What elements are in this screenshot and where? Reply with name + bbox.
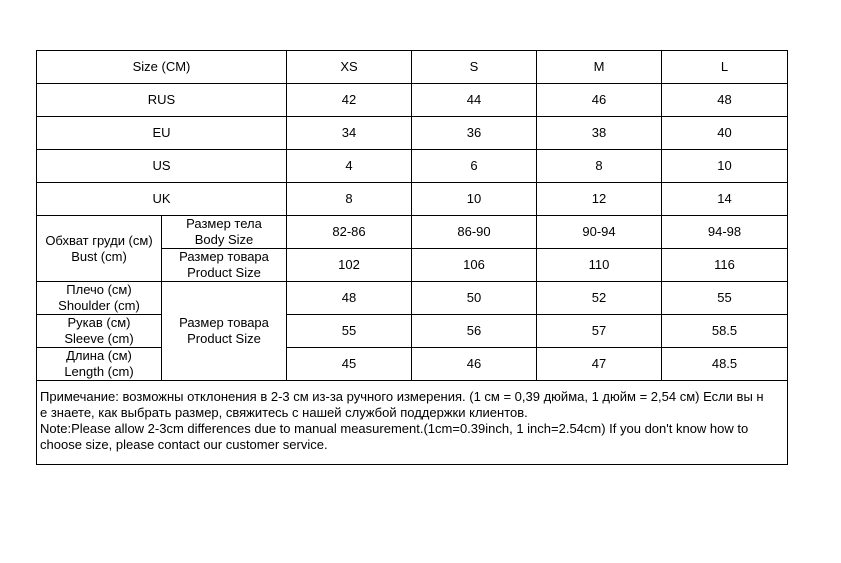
value-cell: 8: [537, 150, 662, 183]
note-line-en-1: Note:Please allow 2-3cm differences due to manual measurement.(1cm=0.39inch, 1 inch=2.54cm) If you don't know how to: [40, 421, 749, 436]
value-cell: 44: [412, 84, 537, 117]
value-cell: 6: [412, 150, 537, 183]
sleeve-label-en: Sleeve (cm): [64, 331, 134, 346]
shoulder-label: [37, 282, 162, 315]
row-uk: [37, 183, 788, 216]
value-cell: 90-94: [537, 216, 662, 249]
shoulder-label-ru: Плечо (см): [66, 282, 132, 297]
value-cell: 110: [537, 249, 662, 282]
value-cell: 56: [412, 315, 537, 348]
value-cell: 34: [287, 117, 412, 150]
value-cell: 58.5: [662, 315, 788, 348]
value-cell: 14: [662, 183, 788, 216]
value-cell: 106: [412, 249, 537, 282]
row-label: US: [37, 150, 287, 183]
shoulder-label-en: Shoulder (cm): [58, 298, 140, 313]
header-size-l: L: [662, 51, 788, 84]
note-line-ru-2: е знаете, как выбрать размер, свяжитесь с нашей службой поддержки клиентов.: [40, 405, 528, 420]
note-line-en-2: choose size, please contact our customer service.: [40, 437, 328, 452]
value-cell: 82-86: [287, 216, 412, 249]
value-cell: 10: [662, 150, 788, 183]
value-cell: 50: [412, 282, 537, 315]
row-length: [37, 348, 788, 381]
value-cell: 48: [287, 282, 412, 315]
product-size-label: [162, 249, 287, 282]
length-label-en: Length (cm): [64, 364, 134, 379]
sleeve-label: [37, 315, 162, 348]
value-cell: 38: [537, 117, 662, 150]
header-size-xs: XS: [287, 51, 412, 84]
value-cell: 4: [287, 150, 412, 183]
size-chart-table: [36, 50, 788, 465]
body-size-label: [162, 216, 287, 249]
value-cell: 48.5: [662, 348, 788, 381]
product-size-label-en: Product Size: [187, 265, 261, 280]
value-cell: 86-90: [412, 216, 537, 249]
value-cell: 36: [412, 117, 537, 150]
product-size-group-en: Product Size: [187, 331, 261, 346]
value-cell: 94-98: [662, 216, 788, 249]
note-line-ru-1: Примечание: возможны отклонения в 2-3 см из-за ручного измерения. (1 см = 0,39 дюйма, 1 дюйм = 2,54 см) Если вы н: [40, 389, 764, 404]
value-cell: 116: [662, 249, 788, 282]
row-eu: [37, 117, 788, 150]
value-cell: 8: [287, 183, 412, 216]
value-cell: 55: [287, 315, 412, 348]
value-cell: 42: [287, 84, 412, 117]
value-cell: 12: [537, 183, 662, 216]
value-cell: 57: [537, 315, 662, 348]
bust-label-en: Bust (cm): [71, 248, 127, 264]
row-sleeve: [37, 315, 788, 348]
note-row: [37, 381, 788, 465]
row-label: EU: [37, 117, 287, 150]
row-rus: [37, 84, 788, 117]
length-label-ru: Длина (см): [66, 348, 132, 363]
product-size-group-ru: Размер товара: [179, 315, 269, 330]
value-cell: 40: [662, 117, 788, 150]
row-bust-body: [37, 216, 788, 249]
sleeve-label-ru: Рукав (см): [67, 315, 131, 330]
bust-label: [37, 216, 162, 282]
length-label: [37, 348, 162, 381]
body-size-label-en: Body Size: [194, 232, 254, 247]
product-size-label-ru: Размер товара: [179, 249, 269, 264]
value-cell: 55: [662, 282, 788, 315]
row-shoulder: [37, 282, 788, 315]
value-cell: 52: [537, 282, 662, 315]
header-size-s: S: [412, 51, 537, 84]
value-cell: 46: [412, 348, 537, 381]
body-size-label-ru: Размер тела: [186, 216, 262, 231]
header-size-label: Size (CM): [37, 51, 287, 84]
row-us: [37, 150, 788, 183]
header-row: [37, 51, 788, 84]
row-label: RUS: [37, 84, 287, 117]
value-cell: 48: [662, 84, 788, 117]
value-cell: 102: [287, 249, 412, 282]
row-label: UK: [37, 183, 287, 216]
bust-label-ru: Обхват груди (см): [45, 232, 153, 248]
value-cell: 47: [537, 348, 662, 381]
value-cell: 46: [537, 84, 662, 117]
product-size-group-label: [162, 282, 287, 381]
value-cell: 45: [287, 348, 412, 381]
measurement-note: [37, 381, 788, 465]
header-size-m: M: [537, 51, 662, 84]
value-cell: 10: [412, 183, 537, 216]
